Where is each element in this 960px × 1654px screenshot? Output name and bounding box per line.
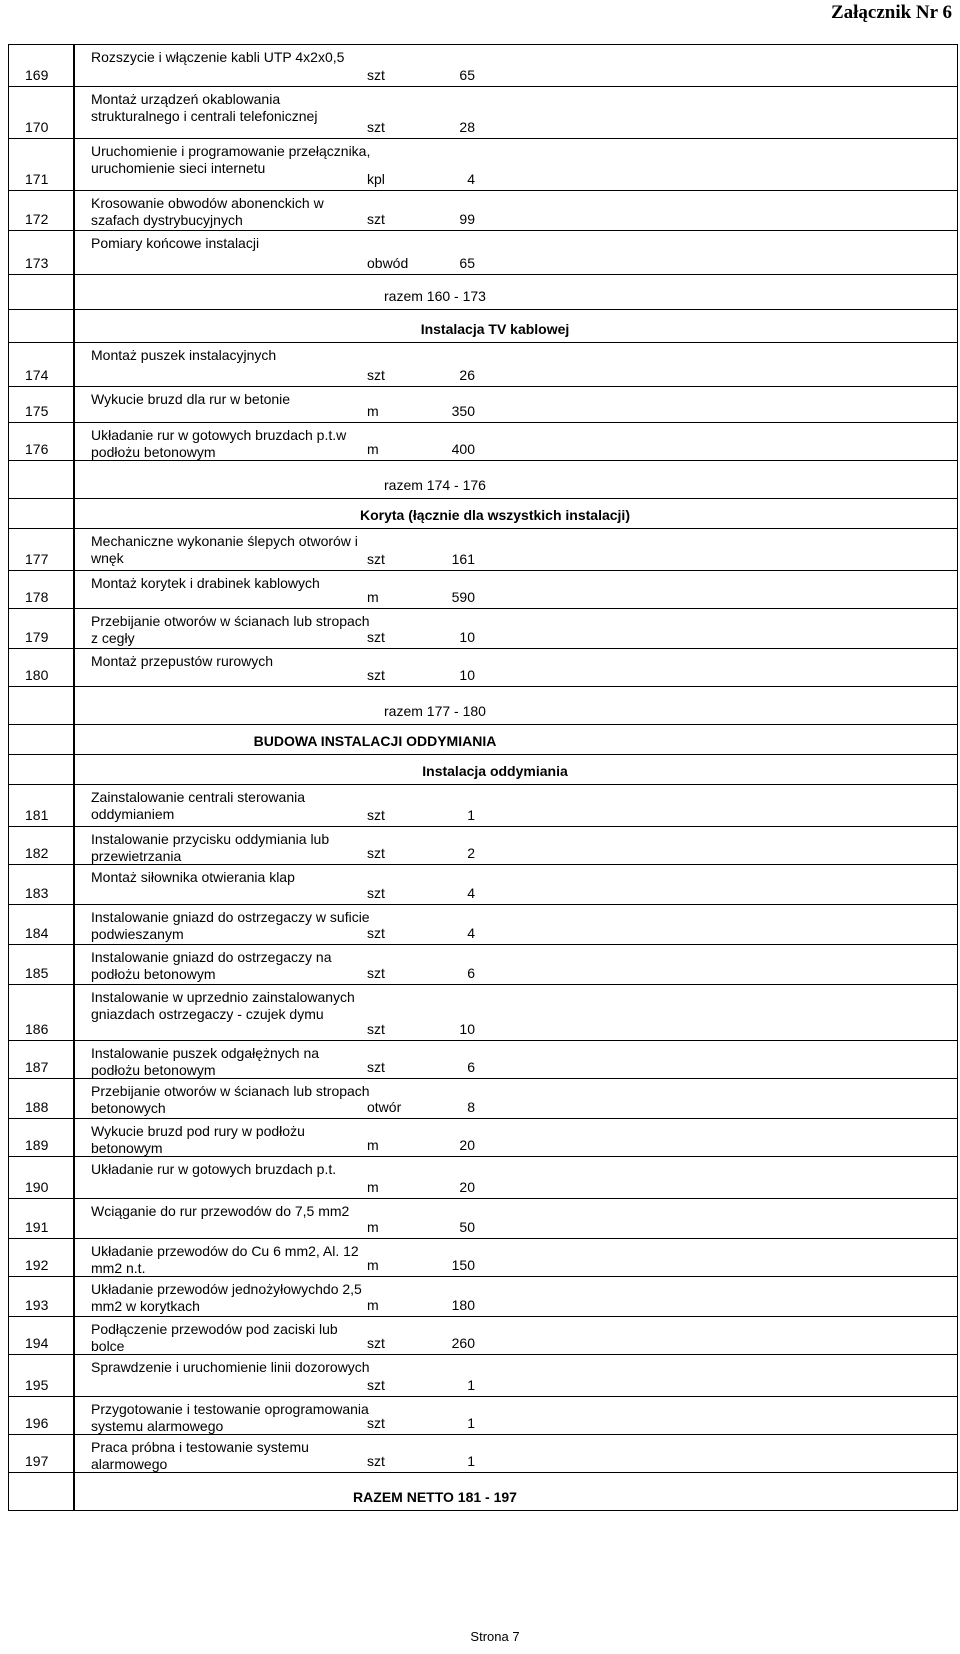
item-description: Pomiary końcowe instalacji: [91, 235, 260, 251]
item-quantity: 260: [451, 1335, 475, 1351]
row-content: [74, 571, 958, 609]
item-unit: szt: [367, 1415, 385, 1431]
row-number: 195: [9, 1355, 75, 1397]
row-number: [9, 499, 75, 529]
row-number: 171: [9, 139, 75, 191]
item-description: Wykucie bruzd dla rur w betonie: [91, 391, 291, 407]
table-row: [9, 423, 958, 461]
item-description: Wykucie bruzd pod rury w podłożu betonowym: [91, 1123, 305, 1156]
row-number: 170: [9, 87, 75, 139]
row-content: [74, 423, 958, 461]
row-number: [9, 755, 75, 785]
row-content: [74, 687, 958, 725]
item-unit: m: [367, 1137, 379, 1153]
row-number: 174: [9, 343, 75, 387]
item-quantity: 400: [451, 441, 475, 457]
row-content: [74, 45, 958, 87]
row-number: 176: [9, 423, 75, 461]
item-quantity: 8: [467, 1099, 475, 1115]
total-row: [9, 1473, 958, 1511]
item-unit: m: [367, 589, 379, 605]
row-content: [74, 1397, 958, 1435]
item-quantity: 6: [467, 965, 475, 981]
row-number: 175: [9, 387, 75, 423]
row-content: [74, 1199, 958, 1239]
section-heading: Instalacja TV kablowej: [420, 321, 570, 337]
row-number: 187: [9, 1041, 75, 1079]
row-number: 186: [9, 985, 75, 1041]
table-row: [9, 1435, 958, 1473]
subtotal-label: razem 177 - 180: [384, 703, 486, 719]
item-quantity: 4: [467, 925, 475, 941]
item-description: Montaż korytek i drabinek kablowych: [91, 575, 320, 591]
row-number: 190: [9, 1157, 75, 1199]
item-unit: szt: [367, 807, 385, 823]
row-content: [74, 985, 958, 1041]
row-content: [74, 945, 958, 985]
item-quantity: 1: [467, 1453, 475, 1469]
table-row: [9, 45, 958, 87]
item-description: Układanie przewodów do Cu 6 mm2, Al. 12 mm2 n.t.: [91, 1243, 359, 1276]
item-quantity: 161: [451, 551, 475, 567]
table-row: [9, 1239, 958, 1277]
item-description: Sprawdzenie i uruchomienie linii dozorowych: [91, 1359, 370, 1375]
row-content: [74, 1119, 958, 1157]
row-number: 196: [9, 1397, 75, 1435]
row-content: [74, 139, 958, 191]
subtotal-label: razem 174 - 176: [384, 477, 486, 493]
table-row: [9, 139, 958, 191]
table-row: [9, 827, 958, 865]
item-description: Instalowanie gniazd do ostrzegaczy na podłożu betonowym: [91, 949, 332, 982]
net-total-label: RAZEM NETTO 181 - 197: [353, 1489, 517, 1505]
item-description: Praca próbna i testowanie systemu alarmowego: [91, 1439, 309, 1472]
item-unit: m: [367, 1219, 379, 1235]
item-unit: m: [367, 1179, 379, 1195]
item-description: Montaż puszek instalacyjnych: [91, 347, 277, 363]
table-row: [9, 985, 958, 1041]
subtotal-row: [9, 687, 958, 725]
table-row: [9, 343, 958, 387]
row-content: [74, 231, 958, 275]
subtotal-row: [9, 461, 958, 499]
row-number: 179: [9, 609, 75, 649]
table-row: [9, 191, 958, 231]
row-number: 178: [9, 571, 75, 609]
item-quantity: 99: [459, 211, 475, 227]
item-description: Zainstalowanie centrali sterowania oddymianiem: [91, 789, 305, 822]
row-content: [74, 1355, 958, 1397]
subtotal-row: [9, 275, 958, 310]
subtotal-label: razem 160 - 173: [384, 288, 486, 304]
row-number: 173: [9, 231, 75, 275]
item-description: Montaż siłownika otwierania klap: [91, 869, 295, 885]
item-unit: szt: [367, 925, 385, 941]
item-unit: obwód: [367, 255, 409, 271]
item-description: Przebijanie otworów w ścianach lub stropach betonowych: [91, 1083, 370, 1116]
row-content: [74, 725, 958, 755]
table-row: [9, 231, 958, 275]
item-unit: szt: [367, 1335, 385, 1351]
section-heading: BUDOWA INSTALACJI ODDYMIANIA: [253, 733, 497, 749]
item-unit: m: [367, 1297, 379, 1313]
row-content: [74, 1239, 958, 1277]
row-number: [9, 461, 75, 499]
row-number: 181: [9, 785, 75, 827]
row-number: 169: [9, 45, 75, 87]
row-number: [9, 275, 75, 310]
item-quantity: 10: [459, 667, 475, 683]
row-number: 180: [9, 649, 75, 687]
section-row: [9, 725, 958, 755]
section-heading: Koryta (łącznie dla wszystkich instalacji): [360, 507, 630, 523]
row-number: 183: [9, 865, 75, 905]
section-row: [9, 755, 958, 785]
item-unit: szt: [367, 1059, 385, 1075]
row-content: [74, 387, 958, 423]
item-description: Podłączenie przewodów pod zaciski lub bolce: [91, 1321, 338, 1354]
row-content: [74, 649, 958, 687]
table-row: [9, 1157, 958, 1199]
row-content: [74, 499, 958, 529]
row-content: [74, 865, 958, 905]
row-content: [74, 343, 958, 387]
table-row: [9, 1397, 958, 1435]
item-quantity: 50: [459, 1219, 475, 1235]
item-unit: szt: [367, 367, 385, 383]
item-quantity: 10: [459, 629, 475, 645]
item-quantity: 20: [459, 1179, 475, 1195]
item-unit: m: [367, 1257, 379, 1273]
item-description: Instalowanie przycisku oddymiania lub przewietrzania: [91, 831, 330, 864]
section-row: [9, 499, 958, 529]
row-content: [74, 275, 958, 310]
item-unit: szt: [367, 629, 385, 645]
row-content: [74, 1157, 958, 1199]
row-content: [74, 1435, 958, 1473]
item-quantity: 1: [467, 1377, 475, 1393]
table-row: [9, 905, 958, 945]
item-quantity: 4: [467, 885, 475, 901]
estimate-table: [8, 44, 958, 1511]
cost-estimate-sheet: [8, 44, 958, 1511]
row-content: [74, 1079, 958, 1119]
item-description: Instalowanie w uprzednio zainstalowanych gniazdach ostrzegaczy - czujek dymu: [91, 989, 355, 1022]
row-number: [9, 725, 75, 755]
row-content: [74, 1473, 958, 1511]
table-row: [9, 1317, 958, 1355]
table-row: [9, 529, 958, 571]
row-content: [74, 1277, 958, 1317]
row-number: 172: [9, 191, 75, 231]
item-description: Rozszycie i włączenie kabli UTP 4x2x0,5: [91, 49, 345, 65]
row-content: [74, 461, 958, 499]
row-content: [74, 1317, 958, 1355]
row-content: [74, 1041, 958, 1079]
table-row: [9, 1041, 958, 1079]
item-description: Przygotowanie i testowanie oprogramowania systemu alarmowego: [91, 1401, 369, 1434]
item-quantity: 180: [451, 1297, 475, 1313]
item-quantity: 4: [467, 171, 475, 187]
row-content: [74, 609, 958, 649]
row-content: [74, 755, 958, 785]
row-number: 188: [9, 1079, 75, 1119]
row-content: [74, 310, 958, 343]
table-row: [9, 571, 958, 609]
page-number: Strona 7: [470, 1629, 520, 1644]
row-content: [74, 87, 958, 139]
table-row: [9, 609, 958, 649]
item-unit: kpl: [367, 171, 385, 187]
item-unit: szt: [367, 211, 385, 227]
item-quantity: 65: [459, 67, 475, 83]
item-quantity: 65: [459, 255, 475, 271]
item-description: Montaż urządzeń okablowania strukturalnego i centrali telefonicznej: [91, 91, 318, 124]
item-quantity: 590: [451, 589, 475, 605]
row-number: 189: [9, 1119, 75, 1157]
section-row: [9, 310, 958, 343]
row-number: 182: [9, 827, 75, 865]
item-unit: szt: [367, 965, 385, 981]
table-row: [9, 1079, 958, 1119]
item-unit: m: [367, 441, 379, 457]
item-quantity: 20: [459, 1137, 475, 1153]
item-description: Instalowanie gniazd do ostrzegaczy w suficie podwieszanym: [91, 909, 370, 942]
table-row: [9, 1119, 958, 1157]
item-description: Montaż przepustów rurowych: [91, 653, 274, 669]
item-quantity: 350: [451, 403, 475, 419]
table-row: [9, 649, 958, 687]
item-quantity: 1: [467, 1415, 475, 1431]
row-number: 197: [9, 1435, 75, 1473]
item-quantity: 6: [467, 1059, 475, 1075]
row-content: [74, 785, 958, 827]
item-unit: szt: [367, 885, 385, 901]
item-description: Mechaniczne wykonanie ślepych otworów i wnęk: [91, 533, 358, 566]
row-number: 184: [9, 905, 75, 945]
item-description: Uruchomienie i programowanie przełącznika, uruchomienie sieci internetu: [91, 143, 371, 176]
item-unit: szt: [367, 667, 385, 683]
item-description: Wciąganie do rur przewodów do 7,5 mm2: [91, 1203, 350, 1219]
item-description: Przebijanie otworów w ścianach lub stropach z cegły: [91, 613, 370, 646]
row-number: 192: [9, 1239, 75, 1277]
row-number: 194: [9, 1317, 75, 1355]
item-unit: szt: [367, 845, 385, 861]
row-number: 177: [9, 529, 75, 571]
item-description: Układanie rur w gotowych bruzdach p.t.: [91, 1161, 337, 1177]
item-unit: szt: [367, 67, 385, 83]
attachment-header: Załącznik Nr 6: [830, 2, 952, 23]
table-row: [9, 1277, 958, 1317]
item-unit: szt: [367, 119, 385, 135]
item-description: Instalowanie puszek odgałężnych na podłożu betonowym: [91, 1045, 320, 1078]
item-unit: szt: [367, 1021, 385, 1037]
row-number: 193: [9, 1277, 75, 1317]
table-row: [9, 865, 958, 905]
item-unit: m: [367, 403, 379, 419]
item-quantity: 10: [459, 1021, 475, 1037]
item-quantity: 2: [467, 845, 475, 861]
item-unit: szt: [367, 1377, 385, 1393]
row-content: [74, 905, 958, 945]
page-footer: [0, 1629, 960, 1644]
item-unit: szt: [367, 551, 385, 567]
row-number: [9, 310, 75, 343]
row-number: [9, 1473, 75, 1511]
row-content: [74, 529, 958, 571]
section-heading: Instalacja oddymiania: [422, 763, 568, 779]
item-description: Układanie przewodów jednożyłowychdo 2,5 mm2 w korytkach: [91, 1281, 362, 1314]
item-unit: otwór: [367, 1099, 402, 1115]
row-number: [9, 687, 75, 725]
table-row: [9, 945, 958, 985]
row-number: 185: [9, 945, 75, 985]
item-unit: szt: [367, 1453, 385, 1469]
item-description: Układanie rur w gotowych bruzdach p.t.w podłożu betonowym: [91, 427, 347, 460]
item-quantity: 26: [459, 367, 475, 383]
row-content: [74, 827, 958, 865]
row-content: [74, 191, 958, 231]
table-row: [9, 785, 958, 827]
item-description: Krosowanie obwodów abonenckich w szafach dystrybucyjnych: [91, 195, 324, 228]
row-number: 191: [9, 1199, 75, 1239]
item-quantity: 28: [459, 119, 475, 135]
item-quantity: 150: [451, 1257, 475, 1273]
table-row: [9, 1199, 958, 1239]
table-row: [9, 1355, 958, 1397]
item-quantity: 1: [467, 807, 475, 823]
table-row: [9, 87, 958, 139]
table-row: [9, 387, 958, 423]
